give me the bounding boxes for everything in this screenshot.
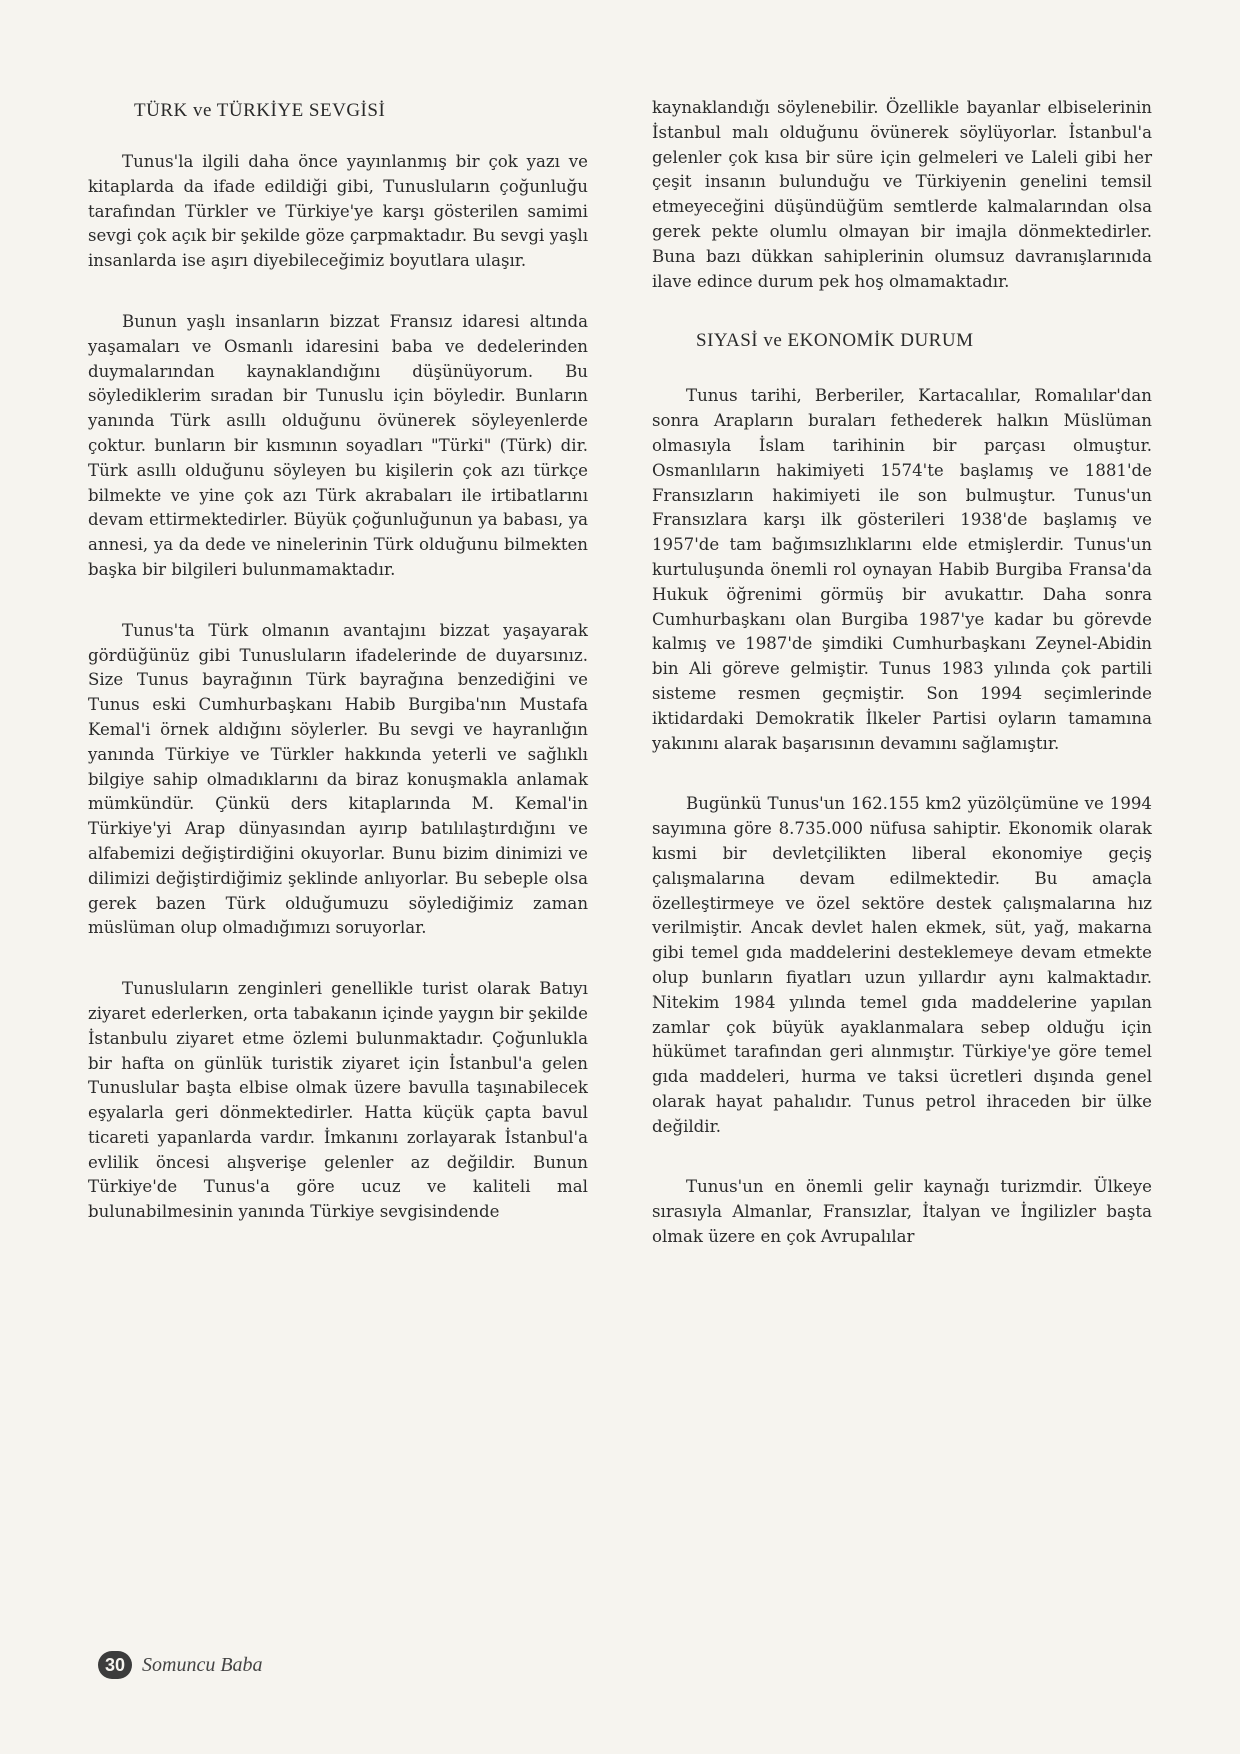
- paragraph-continuation: kaynaklandığı söylenebilir. Özellikle bayanlar elbiselerinin İstanbul malı olduğunu övünerek söylüyorlar. İstanbul'a gelenler çok kısa bir süre için gelmeleri ve Laleli gibi her çeşit insanın bulunduğu ve Türkiyenin genelini temsil etmeyeceğini düşündüğüm semtlerde kalmalarından olsa gerek pekte olumlu olmayan bir imajla dönmektedirler. Buna bazı dükkan sahiplerinin olumsuz davranışlarınıda ilave edince durum pek hoş olmamaktadır.: [652, 98, 1152, 291]
- page-footer: [98, 1651, 263, 1679]
- paragraph: Tunus'la ilgili daha önce yayınlanmış bir çok yazı ve kitaplarda da ifade edildiği gibi, Tunusluların çoğunluğu tarafından Türkler ve Türkiye'ye karşı gösterilen samimi sevgi çok açık bir şekilde göze çarpmaktadır. Bu sevgi yaşlı insanlarda ise aşırı diyebileceğimiz boyutlara ulaşır.: [88, 152, 588, 271]
- journal-name: Somuncu Baba: [142, 1653, 263, 1676]
- right-column: [652, 96, 1152, 1286]
- section-heading-turk-sevgisi: TÜRK ve TÜRKİYE SEVGİSİ: [134, 100, 386, 121]
- paragraph: Tunus tarihi, Berberiler, Kartacalılar, Romalılar'dan sonra Arapların buraları fethederek halkın Müslüman olmasıyla İslam tarihinin bir parçası olmuştur. Osmanlıların hakimiyeti 1574'te başlamış ve 1881'de Fransızların hakimiyeti ile son bulmuştur. Tunus'un Fransızlara karşı ilk gösterileri 1938'de başlamış ve 1957'de tam bağımsızlıklarını elde etmişlerdir. Tunus'un kurtuluşunda önemli rol oynayan Habib Burgiba Fransa'da Hukuk öğrenimi görmüş bir avukattır. Daha sonra Cumhurbaşkanı olan Burgiba 1987'ye kadar bu görevde kalmış ve 1987'de şimdiki Cumhurbaşkanı Zeynel-Abidin bin Ali göreve gelmiştir. Tunus 1983 yılında çok partili sisteme resmen geçmiştir. Son 1994 seçimlerinde iktidardaki Demokratik İlkeler Partisi oyların tamamına yakınını alarak başarısının devamını sağlamıştır.: [652, 386, 1152, 753]
- paragraph: Bunun yaşlı insanların bizzat Fransız idaresi altında yaşamaları ve Osmanlı idaresini baba ve dedelerinden duymalarından kaynaklandığını düşünüyorum. Bu söylediklerim sıradan bir Tunuslu için böyledir. Bunların yanında Türk asıllı olduğunu övünerek söyleyenlerde çoktur. bunların bir kısmının soyadları "Türki" (Türk) dir. Türk asıllı olduğunu söyleyen bu kişilerin çok azı türkçe bilmekte ve yine çok azı Türk akrabaları ile irtibatlarını devam ettirmektedirler. Büyük çoğunluğunun ya babası, ya annesi, ya da dede ve ninelerinin Türk olduğunu bilmekten başka bir bilgileri bulunmamaktadır.: [88, 311, 588, 579]
- left-column: [88, 88, 588, 1261]
- paragraph: Tunus'ta Türk olmanın avantajını bizzat yaşayarak gördüğünüz gibi Tunusluların ifadelerinde de duyarsınız. Size Tunus bayrağının Türk bayrağına benzediğini ve Tunus eski Cumhurbaşkanı Habib Burgiba'nın Mustafa Kemal'i örnek aldığını söylerler. Bu sevgi ve hayranlığın yanında Türkiye ve Türkler hakkında yeterli ve sağlıklı bilgiye sahip olmadıklarını da biraz konuşmakla anlamak mümkündür. Çünkü ders kitaplarında M. Kemal'in Türkiye'yi Arap dünyasından ayırıp batılılaştırdığını ve alfabemizi değiştirdiğini okuyorlar. Bunu bizim dinimizi ve dilimizi değiştirdiğimiz şeklinde anlıyorlar. Bu sebeple olsa gerek bazen Türk olduğumuzu söylediğimiz zaman müslüman olup olmadığımızı soruyorlar.: [88, 620, 588, 938]
- paragraph: Tunusluların zenginleri genellikle turist olarak Batıyı ziyaret ederlerken, orta tabakanın içinde yaygın bir şekilde İstanbulu ziyaret etme özlemi bulunmaktadır. Çoğunlukla bir hafta on günlük turistik ziyaret için İstanbul'a gelen Tunuslular başta elbise olmak üzere bavulla taşınabilecek eşyalarla geri dönmektedirler. Hatta küçük çapta bavul ticareti yapanlarda vardır. İmkanını zorlayarak İstanbul'a evlilik öncesi alışverişe gelenler az değildir. Bunun Türkiye'de Tunus'a göre ucuz ve kaliteli mal bulunabilmesinin yanında Türkiye sevgisindende: [88, 979, 588, 1222]
- paragraph: Tunus'un en önemli gelir kaynağı turizmdir. Ülkeye sırasıyla Almanlar, Fransızlar, İtalyan ve İngilizler başta olmak üzere en çok Avrupalılar: [652, 1177, 1152, 1247]
- page-number-badge: 30: [98, 1651, 132, 1679]
- section-heading-siyasi-ekonomik: SIYASİ ve EKONOMİK DURUM: [696, 330, 974, 352]
- paragraph: Bugünkü Tunus'un 162.155 km2 yüzölçümüne ve 1994 sayımına göre 8.735.000 nüfusa sahiptir. Ekonomik olarak kısmi bir devletçilikten liberal ekonomiye geçiş çalışmalarına devam edilmektedir. Bu amaçla özelleştirmeye ve özel sektöre destek çalışmalarına hız verilmiştir. Ancak devlet halen ekmek, süt, yağ, makarna gibi temel gıda maddelerini desteklemeye devam etmekte olup bunların fiyatları uzun yıllardır aynı kalmaktadır. Nitekim 1984 yılında temel gıda maddelerine yapılan zamlar çok büyük ayaklanmalara sebep olduğu için hükümet tarafından geri alınmıştır. Türkiye'ye göre temel gıda maddeleri, hurma ve taksi ücretleri dışında genel olarak hayat pahalıdır. Tunus petrol ihraceden bir ülke değildir.: [652, 794, 1152, 1136]
